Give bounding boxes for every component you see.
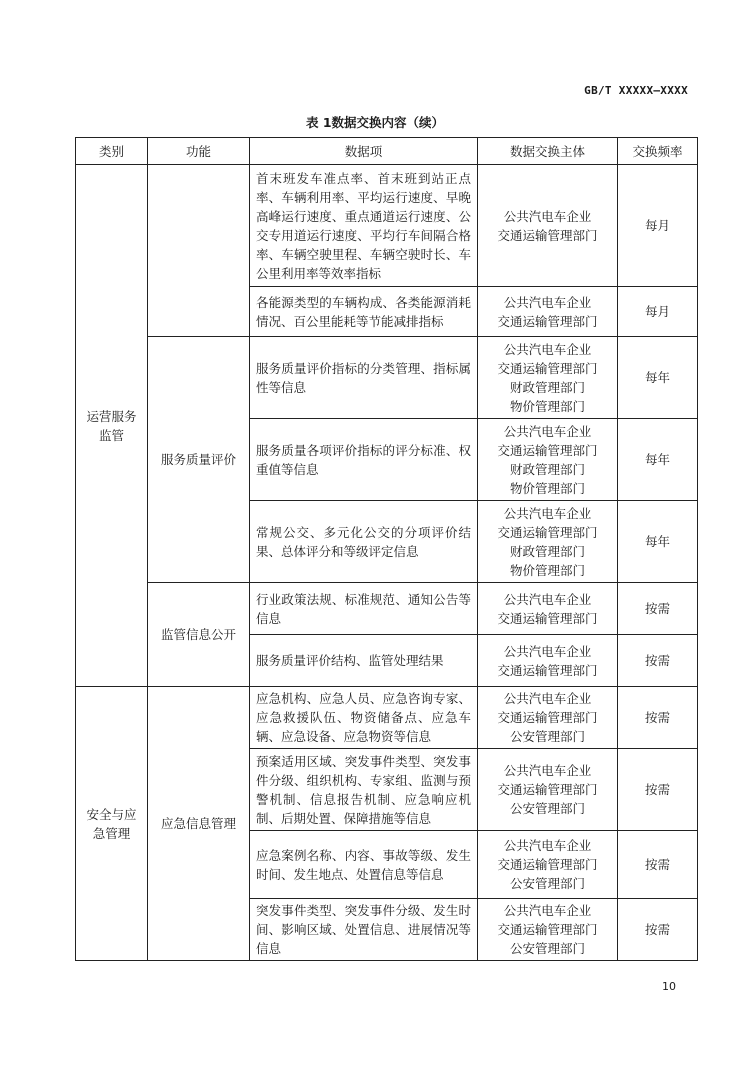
data-items-cell: 首末班发车准点率、首末班到站正点率、车辆利用率、平均运行速度、早晚高峰运行速度、重点通道运行速度、公交专用道运行速度、平均行车间隔合格率、车辆空驶里程、车辆空驶时长、车公里利用率等效率指标	[250, 165, 478, 287]
subject-cell: 公共汽电车企业 交通运输管理部门 公安管理部门	[478, 749, 618, 831]
frequency-cell: 按需	[618, 831, 698, 899]
header-exchange-subject: 数据交换主体	[478, 138, 618, 165]
table-row	[76, 165, 698, 287]
data-items-cell: 行业政策法规、标准规范、通知公告等信息	[250, 583, 478, 635]
category-label: 安全与应 急管理	[86, 806, 137, 841]
subject-cell: 公共汽电车企业 交通运输管理部门 公安管理部门	[478, 831, 618, 899]
header-data-items: 数据项	[250, 138, 478, 165]
data-items-cell: 服务质量评价结构、监管处理结果	[250, 635, 478, 687]
page-number: 10	[662, 980, 676, 993]
data-items-cell: 应急案例名称、内容、事故等级、发生时间、发生地点、处置信息等信息	[250, 831, 478, 899]
frequency-cell: 每月	[618, 287, 698, 337]
subject-cell: 公共汽电车企业 交通运输管理部门 公安管理部门	[478, 687, 618, 749]
category-cell	[76, 165, 148, 687]
frequency-cell: 每月	[618, 165, 698, 287]
data-items-cell: 预案适用区域、突发事件类型、突发事件分级、组织机构、专家组、监测与预警机制、信息报告机制、应急响应机制、后期处置、保障措施等信息	[250, 749, 478, 831]
table-caption: 表 1数据交换内容（续）	[305, 115, 445, 130]
table-row	[76, 583, 698, 635]
function-cell: 监管信息公开	[148, 583, 250, 687]
header-frequency: 交换频率	[618, 138, 698, 165]
data-items-cell: 各能源类型的车辆构成、各类能源消耗情况、百公里能耗等节能减排指标	[250, 287, 478, 337]
subject-cell: 公共汽电车企业 交通运输管理部门	[478, 635, 618, 687]
function-cell: 应急信息管理	[148, 687, 250, 961]
subject-cell: 公共汽电车企业 交通运输管理部门 公安管理部门	[478, 899, 618, 961]
function-cell: 服务质量评价	[148, 337, 250, 583]
frequency-cell: 按需	[618, 749, 698, 831]
table-header-row	[76, 138, 698, 165]
frequency-cell: 按需	[618, 635, 698, 687]
frequency-cell: 每年	[618, 337, 698, 419]
table-row	[76, 337, 698, 419]
subject-cell: 公共汽电车企业 交通运输管理部门	[478, 165, 618, 287]
function-cell-empty	[148, 165, 250, 337]
header-function: 功能	[148, 138, 250, 165]
frequency-cell: 每年	[618, 419, 698, 501]
subject-cell: 公共汽电车企业 交通运输管理部门 财政管理部门 物价管理部门	[478, 337, 618, 419]
data-items-cell: 常规公交、多元化公交的分项评价结果、总体评分和等级评定信息	[250, 501, 478, 583]
data-items-cell: 突发事件类型、突发事件分级、发生时间、影响区域、处置信息、进展情况等信息	[250, 899, 478, 961]
category-cell	[76, 687, 148, 961]
subject-cell: 公共汽电车企业 交通运输管理部门	[478, 287, 618, 337]
category-label: 运营服务 监管	[86, 408, 137, 443]
table-row	[76, 687, 698, 749]
data-items-cell: 服务质量各项评价指标的评分标准、权重值等信息	[250, 419, 478, 501]
subject-cell: 公共汽电车企业 交通运输管理部门 财政管理部门 物价管理部门	[478, 419, 618, 501]
header-category: 类别	[76, 138, 148, 165]
data-items-cell: 应急机构、应急人员、应急咨询专家、应急救援队伍、物资储备点、应急车辆、应急设备、应急物资等信息	[250, 687, 478, 749]
frequency-cell: 按需	[618, 687, 698, 749]
standard-code: GB/T XXXXX—XXXX	[584, 84, 688, 97]
subject-cell: 公共汽电车企业 交通运输管理部门	[478, 583, 618, 635]
data-items-cell: 服务质量评价指标的分类管理、指标属性等信息	[250, 337, 478, 419]
subject-cell: 公共汽电车企业 交通运输管理部门 财政管理部门 物价管理部门	[478, 501, 618, 583]
frequency-cell: 按需	[618, 583, 698, 635]
frequency-cell: 每年	[618, 501, 698, 583]
data-exchange-table	[75, 137, 698, 961]
frequency-cell: 按需	[618, 899, 698, 961]
